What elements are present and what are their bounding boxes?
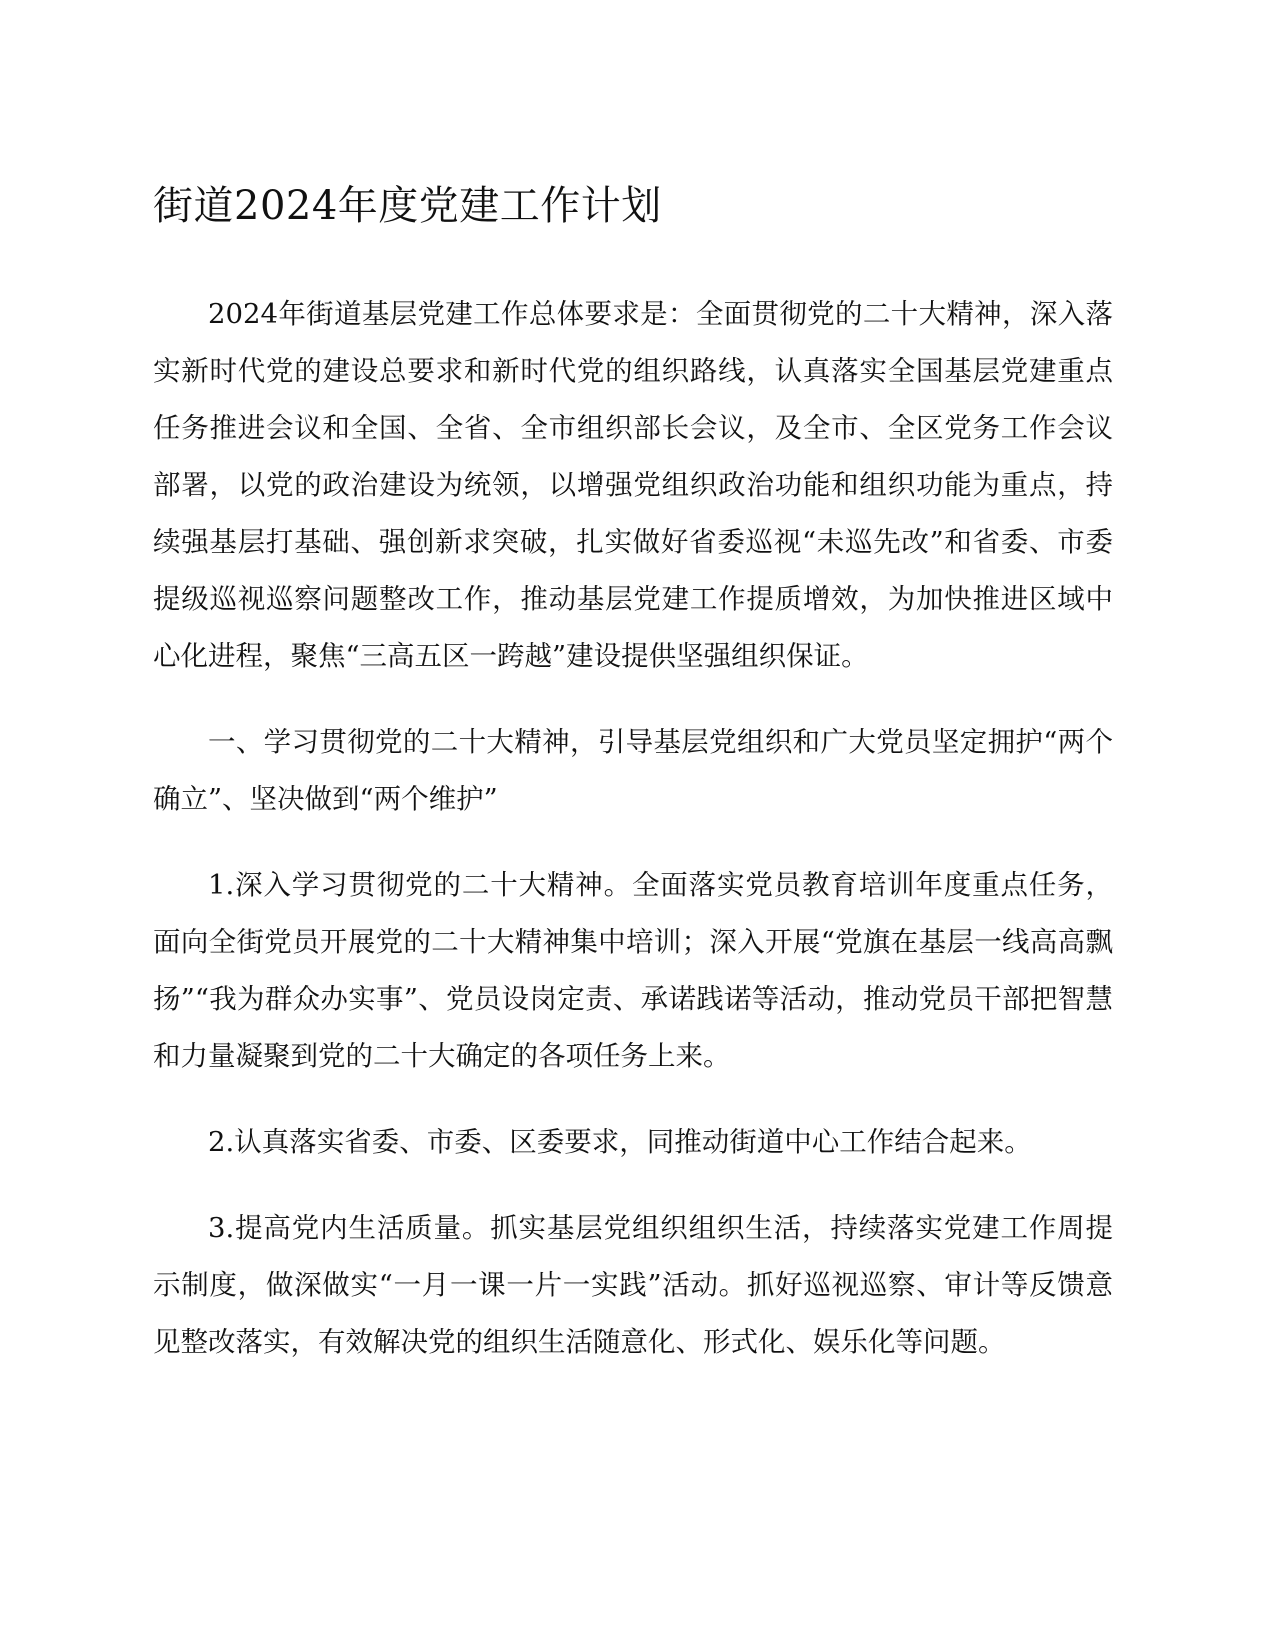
paragraph-item-2: 2.认真落实省委、市委、区委要求，同推动街道中心工作结合起来。 bbox=[208, 1126, 1032, 1158]
section-heading-1: 一、学习贯彻党的二十大精神，引导基层党组织和广大党员坚定拥护“两个确立”、坚决做到“两个维护” bbox=[153, 726, 1113, 815]
paragraph-item-1: 1.深入学习贯彻党的二十大精神。全面落实党员教育培训年度重点任务，面向全街党员开展党的二十大精神集中培训；深入开展“党旗在基层一线高高飘扬”“我为群众办实事”、党员设岗定责、承诺践诺等活动，推动党员干部把智慧和力量凝聚到党的二十大确定的各项任务上来。 bbox=[153, 869, 1113, 1072]
document-title: 街道2024年度党建工作计划 bbox=[153, 183, 662, 229]
paragraph-item-3: 3.提高党内生活质量。抓实基层党组织组织生活，持续落实党建工作周提示制度，做深做实“一月一课一片一实践”活动。抓好巡视巡察、审计等反馈意见整改落实，有效解决党的组织生活随意化、形式化、娱乐化等问题。 bbox=[153, 1212, 1113, 1358]
paragraph-overall-requirements: 2024年街道基层党建工作总体要求是：全面贯彻党的二十大精神，深入落实新时代党的建设总要求和新时代党的组织路线，认真落实全国基层党建重点任务推进会议和全国、全省、全市组织部长会议，及全市、全区党务工作会议部署，以党的政治建设为统领，以增强党组织政治功能和组织功能为重点，持续强基层打基础、强创新求突破，扎实做好省委巡视“未巡先改”和省委、市委提级巡视巡察问题整改工作，推动基层党建工作提质增效，为加快推进区域中心化进程，聚焦“三高五区一跨越”建设提供坚强组织保证。 bbox=[153, 298, 1113, 672]
document-body bbox=[153, 170, 1113, 1400]
